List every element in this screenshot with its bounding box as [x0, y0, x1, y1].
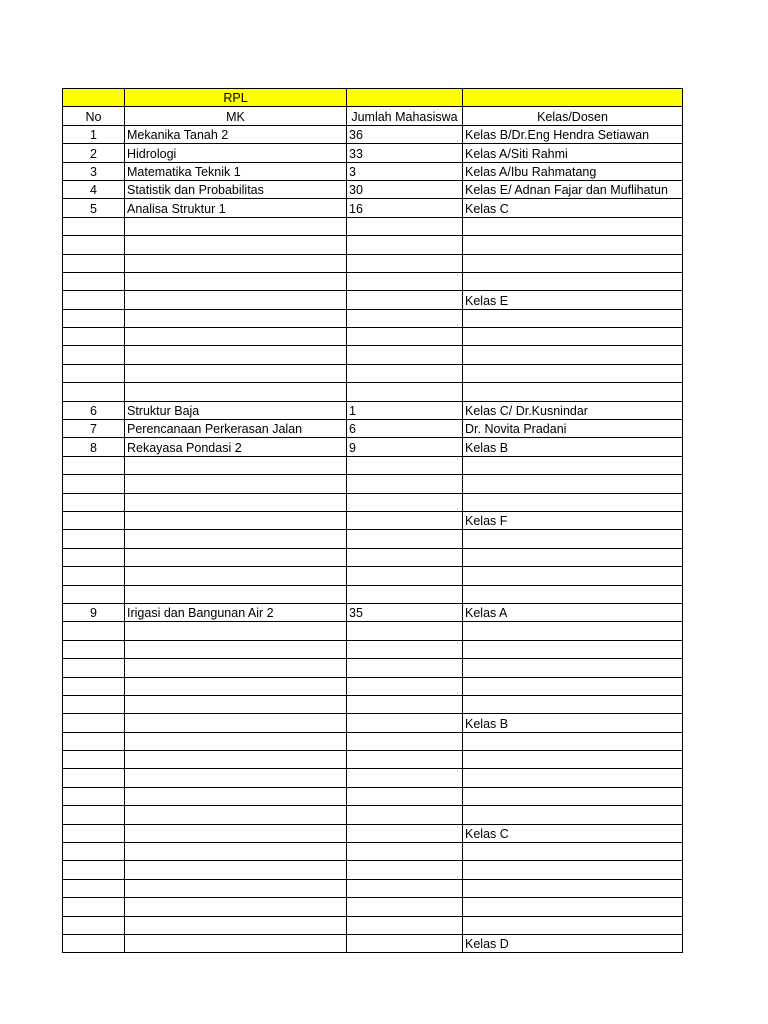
cell-jumlah-mahasiswa[interactable] — [347, 309, 463, 327]
cell-kelas-dosen[interactable]: Kelas C — [463, 199, 683, 217]
cell-jumlah-mahasiswa[interactable]: 33 — [347, 144, 463, 162]
cell-jumlah-mahasiswa[interactable] — [347, 806, 463, 824]
cell-jumlah-mahasiswa[interactable] — [347, 383, 463, 401]
cell-no[interactable] — [63, 769, 125, 787]
cell-kelas-dosen[interactable] — [463, 843, 683, 861]
cell-kelas-dosen[interactable] — [463, 530, 683, 548]
cell-kelas-dosen[interactable] — [463, 254, 683, 272]
cell-mk[interactable] — [125, 659, 347, 677]
cell-no[interactable] — [63, 843, 125, 861]
cell-kelas-dosen[interactable]: Kelas A — [463, 603, 683, 621]
cell-kelas-dosen[interactable]: Kelas E/ Adnan Fajar dan Muflihatun — [463, 180, 683, 198]
cell-mk[interactable] — [125, 254, 347, 272]
cell-no[interactable] — [63, 309, 125, 327]
table-row — [63, 659, 683, 677]
cell-kelas-dosen[interactable] — [463, 787, 683, 805]
cell-no[interactable] — [63, 236, 125, 254]
cell-mk[interactable] — [125, 493, 347, 511]
table-row — [63, 420, 683, 438]
cell-jumlah-mahasiswa[interactable] — [347, 732, 463, 750]
cell-mk[interactable] — [125, 548, 347, 566]
cell-no[interactable]: 8 — [63, 438, 125, 456]
cell-no[interactable] — [63, 751, 125, 769]
table-row — [63, 769, 683, 787]
cell-kelas-dosen[interactable]: Dr. Novita Pradani — [463, 420, 683, 438]
cell-mk[interactable]: Perencanaan Perkerasan Jalan — [125, 420, 347, 438]
table-row — [63, 217, 683, 235]
cell-kelas-dosen[interactable] — [463, 622, 683, 640]
cell-kelas-dosen[interactable]: Kelas B/Dr.Eng Hendra Setiawan — [463, 125, 683, 143]
cell-mk[interactable] — [125, 824, 347, 842]
cell-mk[interactable] — [125, 217, 347, 235]
table-row — [63, 640, 683, 658]
table-row — [63, 493, 683, 511]
cell-jumlah-mahasiswa[interactable] — [347, 879, 463, 897]
cell-no[interactable] — [63, 364, 125, 382]
cell-jumlah-mahasiswa[interactable] — [347, 677, 463, 695]
cell-mk[interactable] — [125, 236, 347, 254]
cell-no[interactable] — [63, 732, 125, 750]
cell-jumlah-mahasiswa[interactable] — [347, 751, 463, 769]
cell-mk[interactable] — [125, 695, 347, 713]
cell-kelas-dosen[interactable] — [463, 475, 683, 493]
cell-mk[interactable]: Statistik dan Probabilitas — [125, 180, 347, 198]
cell-mk[interactable] — [125, 291, 347, 309]
cell-mk[interactable]: Hidrologi — [125, 144, 347, 162]
cell-jumlah-mahasiswa[interactable] — [347, 640, 463, 658]
cell-no[interactable]: 2 — [63, 144, 125, 162]
cell-no[interactable] — [63, 640, 125, 658]
cell-kelas-dosen[interactable] — [463, 806, 683, 824]
cell-no[interactable] — [63, 806, 125, 824]
table-row — [63, 861, 683, 879]
table-row — [63, 916, 683, 934]
cell-jumlah-mahasiswa[interactable] — [347, 695, 463, 713]
cell-mk[interactable] — [125, 383, 347, 401]
cell-kelas-dosen[interactable] — [463, 548, 683, 566]
cell-no[interactable] — [63, 714, 125, 732]
cell-mk[interactable] — [125, 732, 347, 750]
cell-no[interactable] — [63, 346, 125, 364]
cell-mk[interactable] — [125, 475, 347, 493]
table-row — [63, 291, 683, 309]
cell-no[interactable] — [63, 659, 125, 677]
cell-mk[interactable] — [125, 879, 347, 897]
cell-no[interactable] — [63, 585, 125, 603]
cell-mk[interactable] — [125, 640, 347, 658]
cell-jumlah-mahasiswa[interactable] — [347, 714, 463, 732]
cell-kelas-dosen[interactable]: Kelas F — [463, 511, 683, 529]
table-row — [63, 585, 683, 603]
cell-mk[interactable] — [125, 567, 347, 585]
cell-kelas-dosen[interactable] — [463, 695, 683, 713]
cell-kelas-dosen[interactable]: Kelas A/Siti Rahmi — [463, 144, 683, 162]
cell-no[interactable] — [63, 217, 125, 235]
cell-kelas-dosen[interactable] — [463, 898, 683, 916]
table-row — [63, 732, 683, 750]
cell-no[interactable] — [63, 548, 125, 566]
cell-mk[interactable] — [125, 714, 347, 732]
cell-mk[interactable]: Rekayasa Pondasi 2 — [125, 438, 347, 456]
table-row — [63, 180, 683, 198]
cell-jumlah-mahasiswa[interactable] — [347, 511, 463, 529]
cell-jumlah-mahasiswa[interactable] — [347, 824, 463, 842]
cell-mk[interactable] — [125, 861, 347, 879]
cell-mk[interactable] — [125, 530, 347, 548]
cell-jumlah-mahasiswa[interactable] — [347, 622, 463, 640]
cell-mk[interactable]: Analisa Struktur 1 — [125, 199, 347, 217]
table-row — [63, 898, 683, 916]
table-row — [63, 843, 683, 861]
cell-no[interactable] — [63, 677, 125, 695]
cell-no[interactable] — [63, 456, 125, 474]
cell-jumlah-mahasiswa[interactable] — [347, 456, 463, 474]
cell-no[interactable]: 4 — [63, 180, 125, 198]
cell-mk[interactable] — [125, 769, 347, 787]
cell-no[interactable] — [63, 254, 125, 272]
cell-kelas-dosen[interactable]: Kelas C/ Dr.Kusnindar — [463, 401, 683, 419]
column-header-no: No — [63, 107, 125, 125]
cell-kelas-dosen[interactable] — [463, 272, 683, 290]
cell-jumlah-mahasiswa[interactable] — [347, 272, 463, 290]
cell-mk[interactable] — [125, 511, 347, 529]
cell-no[interactable]: 9 — [63, 603, 125, 621]
cell-mk[interactable] — [125, 346, 347, 364]
cell-jumlah-mahasiswa[interactable]: 6 — [347, 420, 463, 438]
cell-no[interactable] — [63, 898, 125, 916]
cell-jumlah-mahasiswa[interactable] — [347, 291, 463, 309]
cell-mk[interactable] — [125, 328, 347, 346]
table-row — [63, 144, 683, 162]
column-header-kelas-dosen: Kelas/Dosen — [463, 107, 683, 125]
cell-mk[interactable] — [125, 898, 347, 916]
cell-no[interactable] — [63, 695, 125, 713]
table-row — [63, 879, 683, 897]
cell-mk[interactable] — [125, 585, 347, 603]
title-cell-rpl: RPL — [125, 89, 347, 107]
cell-kelas-dosen[interactable]: Kelas A/Ibu Rahmatang — [463, 162, 683, 180]
cell-jumlah-mahasiswa[interactable] — [347, 916, 463, 934]
cell-jumlah-mahasiswa[interactable] — [347, 328, 463, 346]
cell-kelas-dosen[interactable] — [463, 659, 683, 677]
table-row — [63, 530, 683, 548]
cell-mk[interactable]: Irigasi dan Bangunan Air 2 — [125, 603, 347, 621]
title-row — [63, 89, 683, 107]
cell-kelas-dosen[interactable] — [463, 751, 683, 769]
cell-mk[interactable] — [125, 806, 347, 824]
column-header-mk: MK — [125, 107, 347, 125]
cell-mk[interactable] — [125, 622, 347, 640]
cell-mk[interactable]: Matematika Teknik 1 — [125, 162, 347, 180]
cell-kelas-dosen[interactable] — [463, 769, 683, 787]
cell-kelas-dosen[interactable] — [463, 861, 683, 879]
cell-no[interactable] — [63, 383, 125, 401]
cell-mk[interactable] — [125, 309, 347, 327]
table-row — [63, 751, 683, 769]
cell-kelas-dosen[interactable] — [463, 364, 683, 382]
table-row — [63, 328, 683, 346]
cell-kelas-dosen[interactable] — [463, 567, 683, 585]
cell-no[interactable]: 7 — [63, 420, 125, 438]
title-cell-jumlah — [347, 89, 463, 107]
cell-jumlah-mahasiswa[interactable] — [347, 346, 463, 364]
cell-mk[interactable]: Mekanika Tanah 2 — [125, 125, 347, 143]
cell-no[interactable] — [63, 272, 125, 290]
cell-no[interactable] — [63, 622, 125, 640]
cell-kelas-dosen[interactable] — [463, 309, 683, 327]
cell-jumlah-mahasiswa[interactable]: 36 — [347, 125, 463, 143]
cell-mk[interactable] — [125, 843, 347, 861]
table-row — [63, 548, 683, 566]
cell-mk[interactable] — [125, 677, 347, 695]
cell-mk[interactable]: Struktur Baja — [125, 401, 347, 419]
cell-kelas-dosen[interactable] — [463, 585, 683, 603]
cell-jumlah-mahasiswa[interactable]: 1 — [347, 401, 463, 419]
cell-no[interactable] — [63, 934, 125, 952]
title-cell-kelas — [463, 89, 683, 107]
course-table-body — [63, 89, 683, 953]
cell-no[interactable] — [63, 511, 125, 529]
table-row — [63, 125, 683, 143]
cell-kelas-dosen[interactable] — [463, 383, 683, 401]
cell-jumlah-mahasiswa[interactable] — [347, 217, 463, 235]
cell-kelas-dosen[interactable]: Kelas E — [463, 291, 683, 309]
cell-jumlah-mahasiswa[interactable]: 16 — [347, 199, 463, 217]
cell-kelas-dosen[interactable] — [463, 732, 683, 750]
cell-kelas-dosen[interactable] — [463, 879, 683, 897]
table-row — [63, 438, 683, 456]
cell-kelas-dosen[interactable]: Kelas D — [463, 934, 683, 952]
cell-jumlah-mahasiswa[interactable] — [347, 934, 463, 952]
cell-kelas-dosen[interactable] — [463, 236, 683, 254]
cell-no[interactable] — [63, 475, 125, 493]
table-row — [63, 364, 683, 382]
cell-no[interactable] — [63, 824, 125, 842]
cell-kelas-dosen[interactable] — [463, 456, 683, 474]
cell-no[interactable] — [63, 567, 125, 585]
cell-no[interactable] — [63, 916, 125, 934]
cell-mk[interactable] — [125, 916, 347, 934]
table-row — [63, 236, 683, 254]
table-row — [63, 695, 683, 713]
table-row — [63, 199, 683, 217]
table-row — [63, 254, 683, 272]
cell-mk[interactable] — [125, 787, 347, 805]
cell-no[interactable] — [63, 328, 125, 346]
cell-kelas-dosen[interactable]: Kelas C — [463, 824, 683, 842]
table-row — [63, 401, 683, 419]
cell-jumlah-mahasiswa[interactable] — [347, 254, 463, 272]
cell-no[interactable] — [63, 861, 125, 879]
cell-jumlah-mahasiswa[interactable] — [347, 769, 463, 787]
cell-jumlah-mahasiswa[interactable] — [347, 861, 463, 879]
header-row — [63, 107, 683, 125]
table-row — [63, 934, 683, 952]
cell-kelas-dosen[interactable] — [463, 328, 683, 346]
column-header-jumlah-mahasiswa: Jumlah Mahasiswa — [347, 107, 463, 125]
cell-jumlah-mahasiswa[interactable]: 30 — [347, 180, 463, 198]
cell-jumlah-mahasiswa[interactable] — [347, 475, 463, 493]
table-row — [63, 603, 683, 621]
cell-jumlah-mahasiswa[interactable] — [347, 585, 463, 603]
cell-jumlah-mahasiswa[interactable] — [347, 659, 463, 677]
table-row — [63, 824, 683, 842]
table-row — [63, 567, 683, 585]
cell-jumlah-mahasiswa[interactable] — [347, 493, 463, 511]
cell-no[interactable] — [63, 291, 125, 309]
table-row — [63, 806, 683, 824]
cell-kelas-dosen[interactable] — [463, 640, 683, 658]
cell-jumlah-mahasiswa[interactable]: 35 — [347, 603, 463, 621]
cell-kelas-dosen[interactable] — [463, 677, 683, 695]
cell-no[interactable] — [63, 787, 125, 805]
cell-kelas-dosen[interactable] — [463, 916, 683, 934]
cell-jumlah-mahasiswa[interactable] — [347, 787, 463, 805]
cell-jumlah-mahasiswa[interactable] — [347, 567, 463, 585]
cell-jumlah-mahasiswa[interactable] — [347, 236, 463, 254]
cell-kelas-dosen[interactable] — [463, 346, 683, 364]
table-row — [63, 511, 683, 529]
cell-no[interactable] — [63, 493, 125, 511]
cell-mk[interactable] — [125, 272, 347, 290]
cell-mk[interactable] — [125, 751, 347, 769]
cell-kelas-dosen[interactable]: Kelas B — [463, 438, 683, 456]
table-row — [63, 622, 683, 640]
table-row — [63, 677, 683, 695]
cell-no[interactable]: 6 — [63, 401, 125, 419]
cell-jumlah-mahasiswa[interactable] — [347, 898, 463, 916]
cell-jumlah-mahasiswa[interactable] — [347, 530, 463, 548]
table-row — [63, 162, 683, 180]
table-row — [63, 787, 683, 805]
cell-no[interactable]: 1 — [63, 125, 125, 143]
cell-jumlah-mahasiswa[interactable] — [347, 548, 463, 566]
cell-kelas-dosen[interactable]: Kelas B — [463, 714, 683, 732]
cell-no[interactable]: 3 — [63, 162, 125, 180]
title-cell-no — [63, 89, 125, 107]
course-table — [62, 88, 683, 953]
cell-mk[interactable] — [125, 364, 347, 382]
cell-jumlah-mahasiswa[interactable] — [347, 843, 463, 861]
cell-jumlah-mahasiswa[interactable]: 9 — [347, 438, 463, 456]
table-row — [63, 272, 683, 290]
table-row — [63, 309, 683, 327]
cell-kelas-dosen[interactable] — [463, 217, 683, 235]
cell-no[interactable] — [63, 879, 125, 897]
cell-jumlah-mahasiswa[interactable]: 3 — [347, 162, 463, 180]
cell-kelas-dosen[interactable] — [463, 493, 683, 511]
table-row — [63, 475, 683, 493]
table-row — [63, 346, 683, 364]
cell-no[interactable] — [63, 530, 125, 548]
table-row — [63, 456, 683, 474]
cell-mk[interactable] — [125, 456, 347, 474]
cell-jumlah-mahasiswa[interactable] — [347, 364, 463, 382]
table-row — [63, 714, 683, 732]
cell-no[interactable]: 5 — [63, 199, 125, 217]
cell-mk[interactable] — [125, 934, 347, 952]
table-row — [63, 383, 683, 401]
